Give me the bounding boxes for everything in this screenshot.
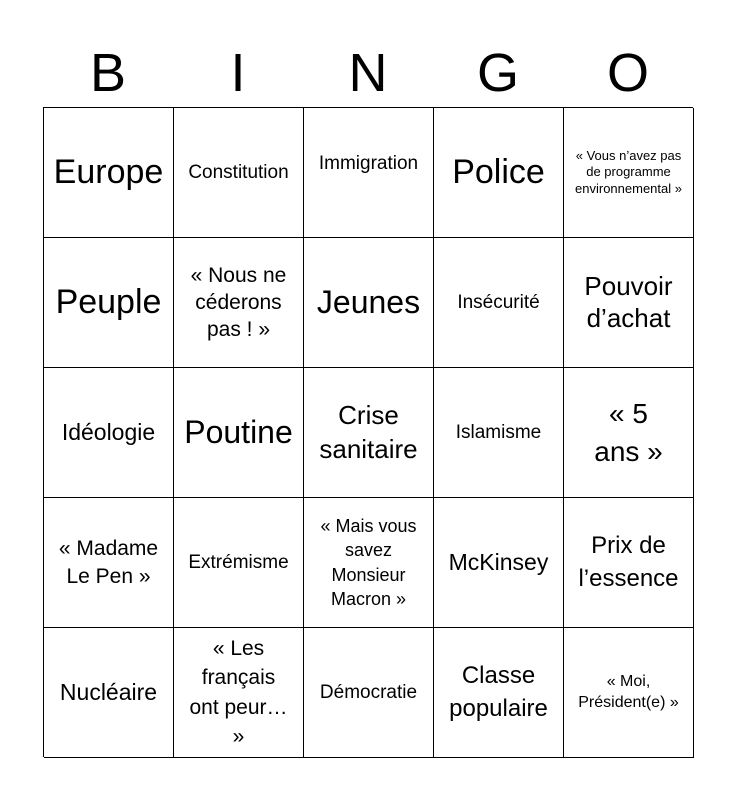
bingo-cell[interactable]: « Madame Le Pen » [44,498,174,628]
bingo-cell[interactable]: Poutine [174,368,304,498]
bingo-cell[interactable]: Pouvoir d’achat [564,238,694,368]
bingo-cell[interactable]: Idéologie [44,368,174,498]
bingo-cell[interactable]: Extrémisme [174,498,304,628]
bingo-cell[interactable]: Insécurité [434,238,564,368]
bingo-cell[interactable]: Police [434,108,564,238]
bingo-cell[interactable]: Crise sanitaire [304,368,434,498]
bingo-cell[interactable]: Classe populaire [434,628,564,758]
bingo-cell[interactable]: « Vous n’avez pas de programme environnemental » [564,108,694,238]
header-letter-i: I [230,43,246,103]
bingo-cell[interactable]: Constitution [174,108,304,238]
bingo-cell[interactable]: « Mais vous savez Monsieur Macron » [304,498,434,628]
bingo-cell[interactable]: Europe [44,108,174,238]
bingo-header [43,42,693,104]
header-letter-g: G [476,43,519,103]
bingo-cell[interactable]: « 5 ans » [564,368,694,498]
bingo-cell[interactable]: Prix de l’essence [564,498,694,628]
bingo-cell[interactable]: Jeunes [304,238,434,368]
bingo-cell[interactable]: Peuple [44,238,174,368]
bingo-cell[interactable]: Islamisme [434,368,564,498]
bingo-grid [43,107,693,757]
bingo-cell[interactable]: Démocratie [304,628,434,758]
bingo-cell[interactable]: Immigration [304,108,434,238]
bingo-cell[interactable]: « Moi, Président(e) » [564,628,694,758]
header-letter-n: N [348,43,388,103]
bingo-cell[interactable]: Nucléaire [44,628,174,758]
header-letter-o: O [606,43,649,103]
bingo-cell[interactable]: « Les français ont peur… » [174,628,304,758]
header-letter-b: B [89,43,127,103]
bingo-cell[interactable]: McKinsey [434,498,564,628]
bingo-cell[interactable]: « Nous ne céderons pas ! » [174,238,304,368]
